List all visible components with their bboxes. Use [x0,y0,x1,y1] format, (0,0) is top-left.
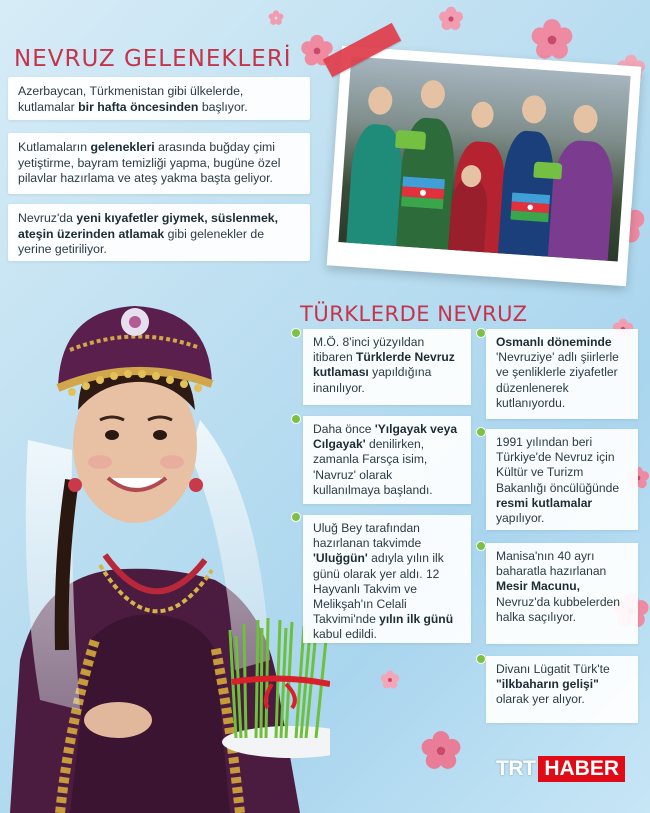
trt-haber-logo [493,756,625,782]
text: Nevruz'da [18,211,77,225]
wheatgrass-icon [395,130,426,150]
text: arasında buğday çimi yetiştirme, bayram temizliği yapma, bugüne özel pilavlar hazırlama ve ateş yakma başta geliyor. [18,140,281,185]
flag-icon [401,176,445,209]
tradition-box-2 [8,133,310,194]
girl-portrait-illustration [0,280,330,813]
bold-text: gelenekleri [90,140,155,154]
celebration-photo [327,46,642,286]
blossom-icon [438,6,464,32]
turks-card-7 [486,656,638,723]
text: Divanı Lügatit Türk'te [496,662,610,676]
turks-card-5 [486,429,638,530]
traditions-title: NEVRUZ GELENEKLERİ [14,46,292,72]
bold-text: Osmanlı döneminde [496,335,612,349]
bullet-icon [476,328,486,338]
text: adıyla yılın ilk günü olarak yer aldı. 12 Hayvanlı Takvim ve Melikşah'ın Celali Takvimi'nde [313,551,444,627]
bold-text: "ilkbaharın gelişi" [496,677,599,692]
text: M.Ö. 8'inci yüzyıldan itibaren [313,335,425,365]
text: Daha önce [313,422,375,436]
blossom-icon [530,18,574,62]
tradition-box-3 [8,204,310,261]
turks-card-4 [486,329,638,419]
bullet-icon [476,427,486,437]
bold-text: yılın ilk günü [379,612,454,627]
text: Manisa'nın 40 ayrı baharatla hazırlanan [496,549,607,579]
text: denilirken, zamanla Farsça isim, 'Navruz' olarak kullanılmaya başlandı. [313,437,433,497]
text: Azerbaycan, Türkmenistan gibi ülkelerde, kutlamalar [18,84,244,114]
logo-part-trt: TRT [496,757,536,780]
text: gibi gelenekler de yerine getiriliyor. [18,226,265,256]
text: olarak yer alıyor. [496,692,585,707]
flag-icon [510,192,550,223]
bullet-icon [291,328,301,338]
text: kabul edildi. [313,627,377,642]
bullet-icon [476,541,486,551]
bullet-icon [291,512,301,522]
bold-text: Türklerde Nevruz kutlaması [313,350,455,380]
bullet-icon [476,654,486,664]
bold-text: 'Yılgayak veya Cılgayak' [313,422,458,452]
text: 1991 yılından beri Türkiye'de Nevruz için Kültür ve Turizm Bakanlığı öncülüğünde [496,435,620,495]
text: Kutlamaların [18,140,91,154]
turks-title: TÜRKLERDE NEVRUZ [300,302,528,326]
bold-text: yeni kıyafetler giymek, süslenmek, ateşin üzerinden atlamak [18,211,279,241]
blossom-icon [380,670,400,690]
turks-card-6 [486,543,638,644]
bold-text: 'Uluğgün' [313,551,368,566]
turks-card-2 [303,416,471,504]
wheatgrass-icon [533,162,562,180]
bold-text: Mesir Macunu, [496,579,581,594]
bold-text: bir hafta öncesinden [78,99,199,114]
turks-card-1 [303,329,471,405]
tradition-box-1 [8,77,310,120]
turks-card-3 [303,515,471,643]
blossom-icon [420,730,462,772]
photo-people-group [338,56,630,261]
bullet-icon [291,414,301,424]
text: Uluğ Bey tarafından hazırlanan takvimde [313,521,422,551]
text: yapılıyor. [496,511,545,526]
text: başlıyor. [198,99,248,114]
text: Nevruz'da kubbelerden halka saçılıyor. [496,594,620,624]
text: 'Nevruziye' adlı şiirlerle ve şenliklerle ziyafetler düzenlenerek kutlanıyordu. [496,350,619,410]
logo-part-haber: HABER [538,756,625,782]
bold-text: resmi kutlamalar [496,495,593,510]
blossom-icon [268,10,284,26]
text: yapıldığına inanılıyor. [313,365,432,395]
